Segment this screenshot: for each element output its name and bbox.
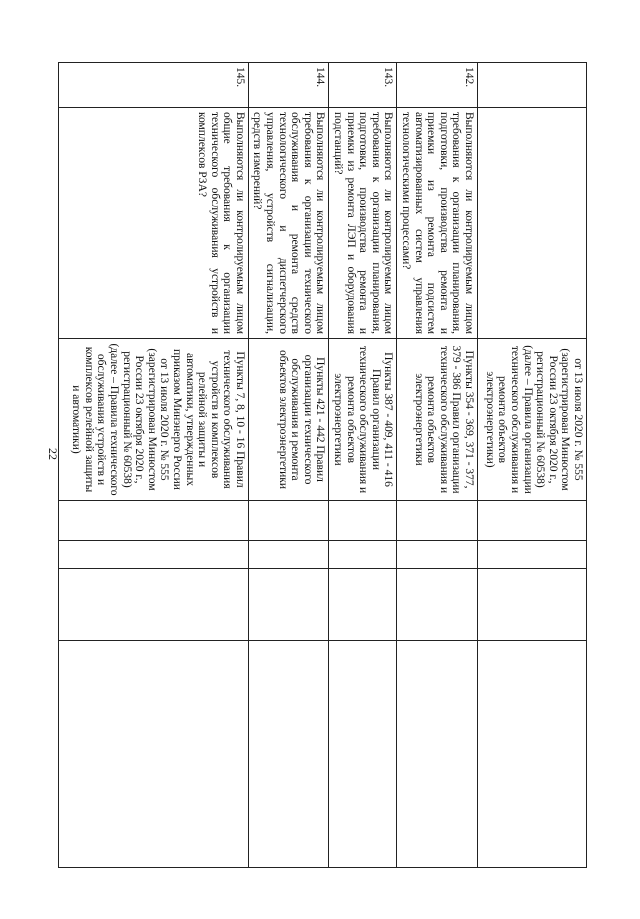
empty-cell [329,569,397,641]
requirement-cell: Выполняются ли контролируемым лицом требования к организации технического обслуживания и ремонта средств технологического и диспетчерского управления, устройств сигнализации, средств измерений? [248,108,329,339]
table-row [329,63,397,868]
empty-cell [397,501,478,541]
checklist-table [58,62,587,868]
empty-cell [397,641,478,868]
empty-cell [329,501,397,541]
empty-cell [329,541,397,569]
empty-cell [397,569,478,641]
reference-cell: Пункты 387 - 409, 411 - 416 Правил организации технического обслуживания и ремонта объектов электроэнергетики [329,339,397,501]
empty-cell [478,501,587,541]
row-number: 145. [58,63,248,108]
requirement-cell [478,108,587,339]
row-number: 144. [248,63,329,108]
empty-cell [248,501,329,541]
empty-cell [397,541,478,569]
empty-cell [248,541,329,569]
reference-cell: Пункты 354 - 369, 371 - 377, 379 - 386 Правил организации технического обслуживания и ремонта объектов электроэнергетики [397,339,478,501]
page-number: 22 [46,448,60,460]
requirement-cell: Выполняются ли контролируемым лицом общие требования к организации технического обслуживания устройств и комплексов РЗА? [58,108,248,339]
checklist-table-wrapper [70,62,587,867]
row-number: 142. [397,63,478,108]
reference-cell: Пункты 421 - 442 Правил организации технического обслуживания и ремонта объектов электроэнергетики [248,339,329,501]
empty-cell [58,501,248,541]
empty-cell [58,541,248,569]
table-row [248,63,329,868]
empty-cell [58,569,248,641]
row-number [478,63,587,108]
empty-cell [58,641,248,868]
empty-cell [478,641,587,868]
table-row [58,63,248,868]
reference-cell: от 13 июля 2020 г. № 555 (зарегистрирован Минюстом России 23 октября 2020 г., регистрационный № 60538) (далее – Правила организации технического обслуживания и ремонта объектов электроэнергетики) [478,339,587,501]
row-number: 143. [329,63,397,108]
requirement-cell: Выполняются ли контролируемым лицом требования к организации планирования, подготовки, производства ремонта и приемки из ремонта подсистем автоматизированных систем управления технологическими процессами? [397,108,478,339]
table-row [397,63,478,868]
empty-cell [329,641,397,868]
empty-cell [478,541,587,569]
empty-cell [478,569,587,641]
requirement-cell: Выполняются ли контролируемым лицом требования к организации планирования, подготовки, производства ремонта и приемки из ремонта ЛЭП и оборудования подстанций? [329,108,397,339]
table-row [478,63,587,868]
empty-cell [248,569,329,641]
reference-cell: Пункты 7, 8, 10 - 16 Правил технического обслуживания устройств и комплексов релейной защиты и автоматики, утвержденных приказом Минэнерго России от 13 июля 2020 г. № 555 (зарегистрирован Минюстом России 23 октября 2020 г., регистрационный № 60538) (далее – Правила технического обслуживания устройств и комплексов релейной защиты и автоматики) [58,339,248,501]
empty-cell [248,641,329,868]
